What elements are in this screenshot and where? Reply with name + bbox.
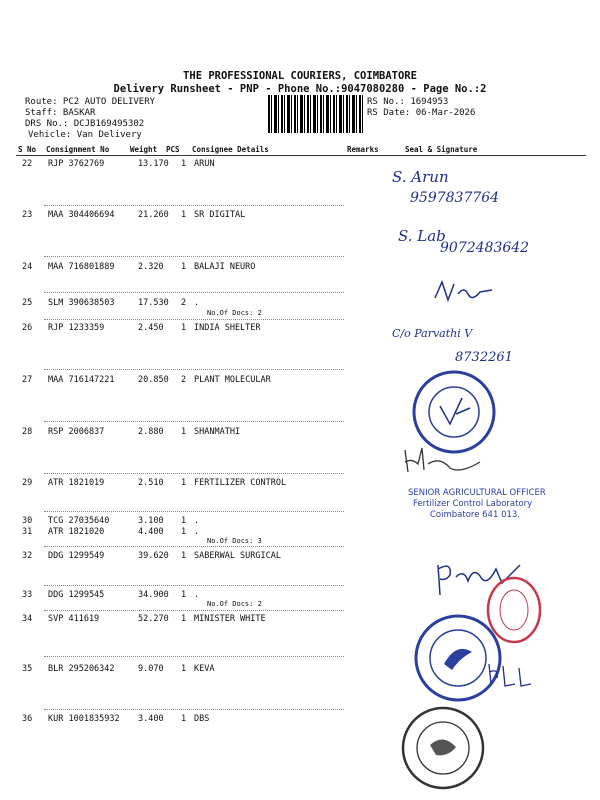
row-sno: 24 [22, 262, 33, 272]
row-separator [44, 205, 344, 206]
row-pcs: 2 [181, 375, 187, 385]
row-consignee: SHANMATHI [194, 427, 241, 437]
row-sno: 35 [22, 664, 33, 674]
row-consignment: MAA 304406694 [48, 210, 115, 220]
row-pcs: 1 [181, 262, 187, 272]
barcode [268, 95, 364, 133]
officer-stamp-dept: Fertilizer Control Laboratory [413, 499, 533, 509]
phone-26: 8732261 [455, 350, 513, 365]
row-consignment: TCG 27035640 [48, 516, 110, 526]
signature-28 [400, 440, 490, 480]
row-separator [44, 511, 344, 512]
row-separator [44, 610, 344, 611]
row-pcs: 1 [181, 516, 187, 526]
rs-number: RS No.: 1694953 [367, 97, 449, 107]
col-consignee: Consignee Details [192, 145, 269, 154]
row-consignee: MINISTER WHITE [194, 614, 266, 624]
col-seal-signature: Seal & Signature [405, 145, 478, 154]
row-sno: 31 [22, 527, 33, 537]
row-consignment: DDG 1299549 [48, 551, 105, 561]
docs-count: No.Of Docs: 2 [207, 309, 262, 317]
row-weight: 3.400 [138, 714, 164, 724]
row-consignee: INDIA SHELTER [194, 323, 261, 333]
officer-stamp-city: Coimbatore 641 013. [430, 510, 521, 520]
row-sno: 30 [22, 516, 33, 526]
table-row [0, 375, 600, 387]
header-divider [16, 155, 586, 156]
phone-22: 9597837764 [410, 190, 500, 206]
row-consignee: SR DIGITAL [194, 210, 246, 220]
signature-26: C/o Parvathi V [392, 327, 473, 340]
row-pcs: 1 [181, 614, 187, 624]
row-consignee: . [194, 590, 200, 600]
row-consignment: ATR 1821019 [48, 478, 105, 488]
rs-date: RS Date: 06-Mar-2026 [367, 108, 476, 118]
row-pcs: 1 [181, 664, 187, 674]
phone-23: 9072483642 [440, 240, 530, 256]
row-sno: 27 [22, 375, 33, 385]
row-pcs: 1 [181, 527, 187, 537]
row-separator [44, 546, 344, 547]
table-row [0, 323, 600, 335]
row-consignment: BLR 295206342 [48, 664, 115, 674]
row-consignment: MAA 716147221 [48, 375, 115, 385]
row-consignment: SLM 390638503 [48, 298, 115, 308]
row-weight: 13.170 [138, 159, 169, 169]
row-consignee: BALAJI NEURO [194, 262, 256, 272]
row-consignment: RJP 1233359 [48, 323, 105, 333]
row-consignee: DBS [194, 714, 210, 724]
report-subtitle: Delivery Runsheet - PNP - Phone No.:9047080280 - Page No.:2 [113, 83, 487, 95]
row-consignee: KEVA [194, 664, 215, 674]
row-consignee: FERTILIZER CONTROL [194, 478, 287, 488]
row-pcs: 1 [181, 714, 187, 724]
signature-35 [485, 660, 535, 690]
row-consignment: DDG 1299545 [48, 590, 105, 600]
officer-stamp-title: SENIOR AGRICULTURAL OFFICER [408, 488, 546, 498]
bank-stamp [400, 705, 486, 791]
staff-label: Staff: BASKAR [25, 108, 96, 118]
row-separator [44, 585, 344, 586]
row-consignee: . [194, 516, 200, 526]
docs-count: No.Of Docs: 2 [207, 600, 262, 608]
signature-23: S. Lab [398, 227, 446, 245]
row-consignment: MAA 716801889 [48, 262, 115, 272]
row-separator [44, 421, 344, 422]
row-consignment: SVP 411619 [48, 614, 100, 624]
row-sno: 28 [22, 427, 33, 437]
table-row [0, 262, 600, 274]
docs-count: No.Of Docs: 3 [207, 537, 262, 545]
table-row [0, 527, 600, 539]
col-pcs: PCS [166, 145, 180, 154]
row-pcs: 1 [181, 478, 187, 488]
row-consignee: ARUN [194, 159, 215, 169]
col-consignment: Consignment No [46, 145, 110, 154]
row-consignee: . [194, 527, 200, 537]
row-pcs: 1 [181, 427, 187, 437]
row-consignment: KUR 1001835932 [48, 714, 120, 724]
vehicle-label: Vehicle: Van Delivery [28, 130, 142, 140]
row-sno: 33 [22, 590, 33, 600]
row-separator [44, 369, 344, 370]
table-row [0, 427, 600, 439]
row-weight: 2.450 [138, 323, 164, 333]
route-label: Route: PC2 AUTO DELIVERY [25, 97, 156, 107]
row-sno: 22 [22, 159, 33, 169]
row-weight: 52.270 [138, 614, 169, 624]
row-sno: 34 [22, 614, 33, 624]
signature-25 [430, 276, 500, 306]
signature-22: S. Arun [392, 168, 449, 186]
col-remarks: Remarks [347, 145, 379, 154]
row-weight: 34.900 [138, 590, 169, 600]
row-sno: 32 [22, 551, 33, 561]
drs-number: DRS No.: DCJB169495302 [25, 119, 145, 129]
row-separator [44, 292, 344, 293]
row-separator [44, 319, 344, 320]
row-consignee: SABERWAL SURGICAL [194, 551, 281, 561]
row-consignment: RSP 2006837 [48, 427, 105, 437]
report-title: THE PROFESSIONAL COURIERS, COIMBATORE [183, 70, 417, 82]
row-weight: 3.100 [138, 516, 164, 526]
row-weight: 20.850 [138, 375, 169, 385]
row-pcs: 1 [181, 551, 187, 561]
row-consignment: RJP 3762769 [48, 159, 105, 169]
row-weight: 9.070 [138, 664, 164, 674]
row-consignment: ATR 1821020 [48, 527, 105, 537]
row-pcs: 1 [181, 323, 187, 333]
row-separator [44, 656, 344, 657]
row-pcs: 1 [181, 210, 187, 220]
col-sno: S No [18, 145, 37, 154]
row-consignee: . [194, 298, 200, 308]
row-separator [44, 709, 344, 710]
row-consignee: PLANT MOLECULAR [194, 375, 271, 385]
row-weight: 2.320 [138, 262, 164, 272]
table-row [0, 210, 600, 222]
row-sno: 36 [22, 714, 33, 724]
col-weight: Weight [130, 145, 158, 154]
company-stamp [412, 612, 504, 704]
row-weight: 2.510 [138, 478, 164, 488]
row-weight: 17.530 [138, 298, 169, 308]
table-row [0, 714, 600, 726]
row-pcs: 2 [181, 298, 187, 308]
row-sno: 29 [22, 478, 33, 488]
row-weight: 39.620 [138, 551, 169, 561]
table-row [0, 298, 600, 310]
row-weight: 21.260 [138, 210, 169, 220]
row-weight: 4.400 [138, 527, 164, 537]
row-sno: 25 [22, 298, 33, 308]
row-sno: 23 [22, 210, 33, 220]
table-row [0, 159, 600, 171]
row-separator [44, 473, 344, 474]
row-sno: 26 [22, 323, 33, 333]
row-weight: 2.880 [138, 427, 164, 437]
row-pcs: 1 [181, 590, 187, 600]
row-pcs: 1 [181, 159, 187, 169]
row-separator [44, 256, 344, 257]
